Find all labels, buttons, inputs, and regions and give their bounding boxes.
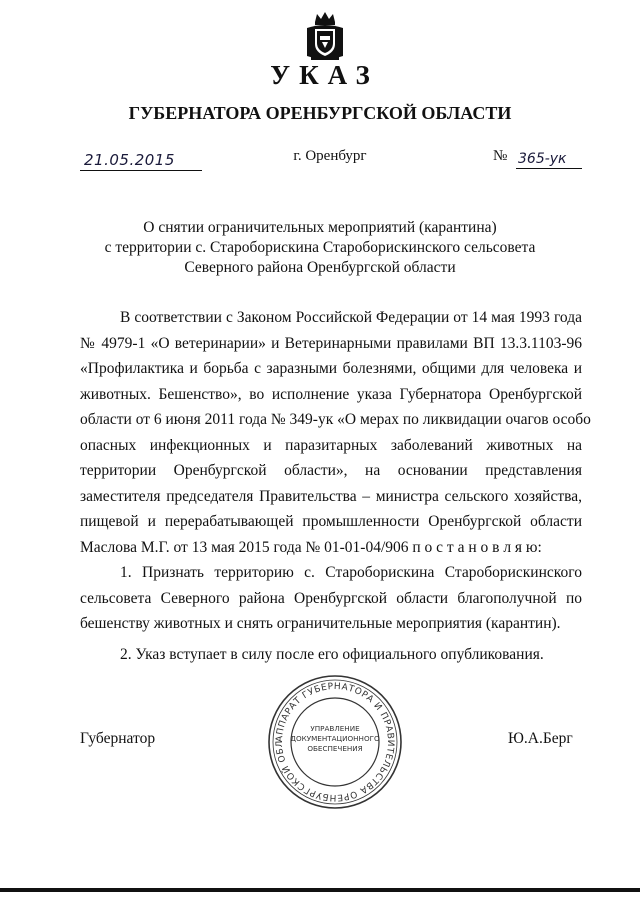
stamp-line: УПРАВЛЕНИЕ [310, 724, 360, 733]
stamp-line: ОБЕСПЕЧЕНИЯ [307, 744, 363, 753]
preamble-line: В соответствии с Законом Российской Федерации от 14 мая 1993 года [120, 309, 582, 326]
document-body [80, 305, 591, 667]
stamp-center-text [265, 724, 405, 754]
document-title: УКАЗ [270, 60, 379, 90]
signer-position: Губернатор [80, 730, 156, 747]
page-bottom-border [0, 888, 640, 892]
document-number [516, 146, 582, 169]
item-1-line: бешенству животных и снять ограничительные мероприятия (карантин). [80, 615, 561, 632]
document-city: г. Оренбург [293, 148, 367, 164]
document-date [80, 148, 202, 171]
preamble-line: заместителя председателя Правительства – министра сельского хозяйства, [80, 487, 582, 505]
item-1-line: 1. Признать территорию с. Староборискина Староборискинского [120, 564, 582, 581]
document-subject [0, 218, 640, 278]
preamble-line: области от 6 июня 2011 года № 349-ук «О мерах по ликвидации очагов особо [80, 411, 591, 428]
preamble-line: № 4979-1 «О ветеринарии» и Ветеринарными правилами ВП 13.3.1103-96 [80, 334, 582, 352]
number-value: 365-ук [518, 151, 567, 167]
date-value: 21.05.2015 [84, 151, 175, 169]
preamble-line: Маслова М.Г. от 13 мая 2015 года № 01-01-04/906 п о с т а н о в л я ю: [80, 538, 542, 556]
item-2-line: 2. Указ вступает в силу после его официального опубликования. [120, 645, 544, 663]
preamble-line: территории Оренбургской области», на основании представления [80, 462, 582, 479]
preamble-line: пищевой и перерабатывающей промышленности Оренбургской области [80, 513, 582, 530]
stamp-ring-text: АППАРАТ ГУБЕРНАТОРА И ПРАВИТЕЛЬСТВА ОРЕНБУРГСКОЙ ОБЛ [274, 681, 396, 803]
subject-line: с территории с. Староборискина Староборискинского сельсовета [104, 239, 536, 256]
item-1-line: сельсовета Северного района Оренбургской области благополучной по [80, 589, 582, 607]
preamble-line: «Профилактика и борьба с заразными болезнями, общими для человека и [80, 360, 582, 377]
coat-of-arms-icon [303, 10, 347, 62]
stamp-line: ДОКУМЕНТАЦИОННОГО [290, 734, 380, 743]
signer-name: Ю.А.Берг [508, 730, 573, 747]
number-label: № [493, 148, 508, 164]
subject-line: О снятии ограничительных мероприятий (карантина) [143, 219, 497, 236]
preamble-line: животных. Бешенство», во исполнение указа Губернатора Оренбургской [80, 385, 582, 403]
preamble-line: опасных инфекционных и паразитарных заболеваний животных на [80, 436, 582, 454]
subject-line: Северного района Оренбургской области [184, 259, 456, 276]
official-stamp [265, 672, 405, 812]
document-subtitle: ГУБЕРНАТОРА ОРЕНБУРГСКОЙ ОБЛАСТИ [128, 103, 512, 123]
